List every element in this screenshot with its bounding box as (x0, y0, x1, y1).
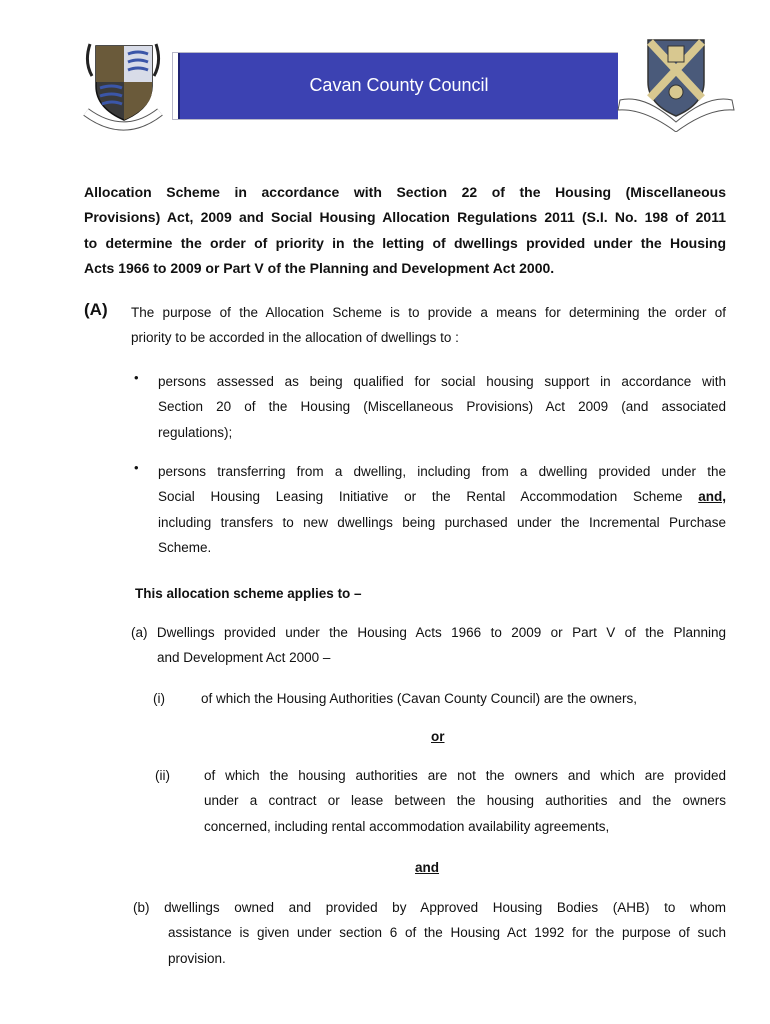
intro-line: The purpose of the Allocation Scheme is to provide a means for determining the order of (131, 305, 726, 320)
emphasis-and: and, (698, 489, 726, 505)
bullet-line (158, 484, 726, 509)
sub-ii-line: concerned, including rental accommodation availability agreements, (204, 818, 610, 834)
item-a-text: the Planning (645, 625, 727, 640)
header-banner (178, 53, 618, 119)
heading-line: to determine the order of priority in the letting of dwellings provided under the Housing (84, 234, 726, 251)
and-connector: and (415, 860, 440, 875)
bullet-line: Section 20 of the Housing (Miscellaneous Provisions) Act 2009 (and associated (158, 399, 726, 415)
section-a-label: (A) (84, 300, 108, 319)
item-b-line: assistance is given under section 6 of the Housing Act 1992 for the purpose of such (168, 925, 726, 941)
heading-line: Provisions) Act, 2009 and Social Housing Allocation Regulations 2011 (S.I. No. 198 of 2011 (84, 209, 726, 226)
bullet-1 (158, 369, 726, 445)
or-connector: or (431, 729, 445, 744)
bullet-line: regulations); (158, 424, 233, 440)
item-a-text: (a) Dwellings provided under the Housing Acts 1966 to 2009 or Part V of (131, 625, 636, 640)
sub-ii-line: of which the housing authorities are not the owners and which are provided (204, 768, 726, 783)
item-b-line: (b) dwellings owned and provided by Approved Housing Bodies (AHB) to whom (133, 900, 726, 915)
bullet-text: Social Housing Leasing Initiative or the Rental Accommodation Scheme (158, 489, 699, 505)
right-crest-logo (614, 38, 738, 132)
sub-i-text: of which the Housing Authorities (Cavan County Council) are the owners, (201, 691, 637, 706)
heading-line: Allocation Scheme in accordance with Section 22 of the Housing (Miscellaneous (84, 184, 726, 200)
heading-line: Acts 1966 to 2009 or Part V of the Planning and Development Act 2000. (84, 259, 555, 276)
item-a-line: and Development Act 2000 – (157, 650, 331, 666)
bullet-line: persons transferring from a dwelling, including from a dwelling provided under the (158, 464, 726, 479)
sub-ii-label: (ii) (155, 768, 170, 783)
item-b-line: provision. (168, 950, 226, 966)
sub-ii-line: under a contract or lease between the housing authorities and the owners (204, 793, 726, 809)
council-title: Cavan County Council (309, 74, 489, 95)
bullet-2 (158, 459, 726, 560)
bullet-icon: • (134, 370, 139, 385)
item-a (131, 620, 726, 671)
bullet-icon: • (134, 460, 139, 475)
applies-heading: This allocation scheme applies to – (135, 586, 362, 601)
sub-ii-text (204, 763, 726, 839)
item-a-line (131, 620, 726, 645)
sub-i-label: (i) (153, 691, 165, 706)
bullet-line: persons assessed as being qualified for social housing support in accordance with (158, 374, 726, 389)
bullet-line: including transfers to new dwellings being purchased under the Incremental Purchase (158, 514, 726, 530)
intro-line: priority to be accorded in the allocation of dwellings to : (131, 330, 459, 346)
left-crest-logo (82, 42, 164, 134)
section-a-intro (131, 300, 726, 351)
item-b (133, 895, 726, 971)
document-heading (84, 180, 726, 281)
bullet-line: Scheme. (158, 539, 212, 555)
